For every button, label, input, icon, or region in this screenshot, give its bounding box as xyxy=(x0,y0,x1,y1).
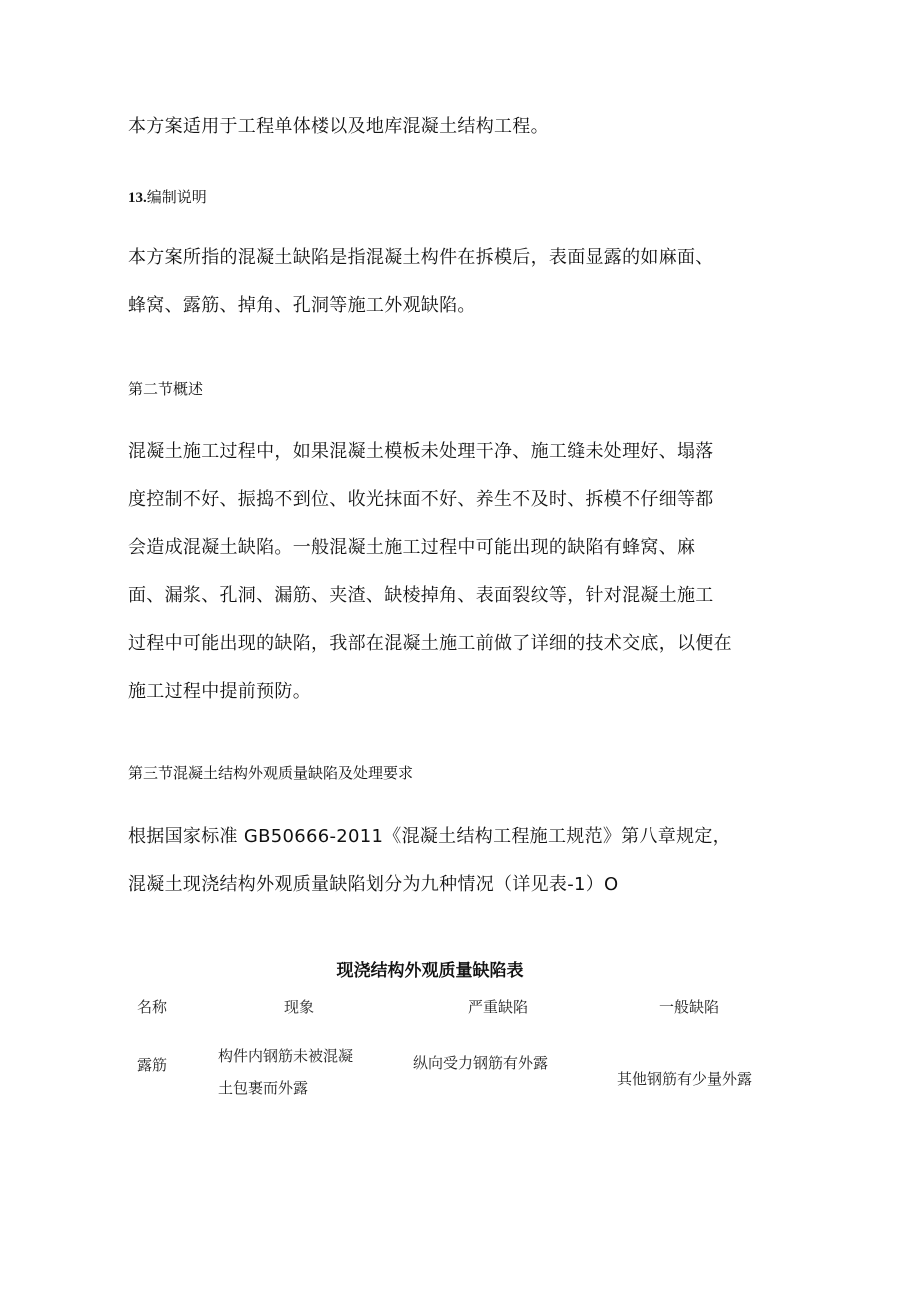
paragraph-line: 根据国家标准 GB50666-2011《混凝土结构工程施工规范》第八章规定， xyxy=(128,826,731,847)
header-general-defect: 一般缺陷 xyxy=(659,998,720,1016)
standard-paragraph xyxy=(128,825,828,921)
header-name: 名称 xyxy=(137,998,168,1016)
section2-heading: 第二节概述 xyxy=(128,380,204,398)
table-title: 现浇结构外观质量缺陷表 xyxy=(336,961,524,981)
paragraph-line: 面、漏浆、孔洞、漏筋、夹渣、缺棱掉角、表面裂纹等，针对混凝土施工 xyxy=(128,585,714,606)
section3-heading: 第三节混凝土结构外观质量缺陷及处理要求 xyxy=(128,764,414,782)
header-serious-defect: 严重缺陷 xyxy=(468,998,529,1016)
paragraph-line: 本方案所指的混凝土缺陷是指混凝土构件在拆模后，表面显露的如麻面、 xyxy=(128,247,714,268)
heading-13 xyxy=(128,186,207,207)
paragraph-line: 度控制不好、振捣不到位、收光抹面不好、养生不及时、拆模不仔细等都 xyxy=(128,489,714,510)
cell-name: 露筋 xyxy=(137,1056,168,1074)
cell-phenomenon xyxy=(218,1046,353,1110)
header-phenomenon: 现象 xyxy=(284,998,315,1016)
scope-paragraph: 本方案适用于工程单体楼以及地库混凝土结构工程。 xyxy=(128,116,549,137)
heading-13-number: 13. xyxy=(128,190,147,206)
heading-13-text: 编制说明 xyxy=(146,188,207,206)
paragraph-line: 过程中可能出现的缺陷，我部在混凝土施工前做了详细的技术交底，以便在 xyxy=(128,633,732,654)
cell-line: 构件内钢筋未被混凝 xyxy=(218,1047,354,1065)
paragraph-line: 蜂窝、露筋、掉角、孔洞等施工外观缺陷。 xyxy=(128,295,476,316)
cell-line: 土包裹而外露 xyxy=(218,1079,309,1097)
cell-general-defect: 其他钢筋有少量外露 xyxy=(617,1070,753,1088)
paragraph-line: 混凝土现浇结构外观质量缺陷划分为九种情况（详见表-1）O xyxy=(128,874,619,895)
paragraph-line: 施工过程中提前预防。 xyxy=(128,681,311,702)
overview-paragraph xyxy=(128,440,828,728)
defect-definition-paragraph xyxy=(128,246,828,342)
paragraph-line: 混凝土施工过程中，如果混凝土模板未处理干净、施工缝未处理好、塌落 xyxy=(128,441,714,462)
paragraph-line: 会造成混凝土缺陷。一般混凝土施工过程中可能出现的缺陷有蜂窝、麻 xyxy=(128,537,696,558)
cell-serious-defect: 纵向受力钢筋有外露 xyxy=(413,1054,549,1072)
